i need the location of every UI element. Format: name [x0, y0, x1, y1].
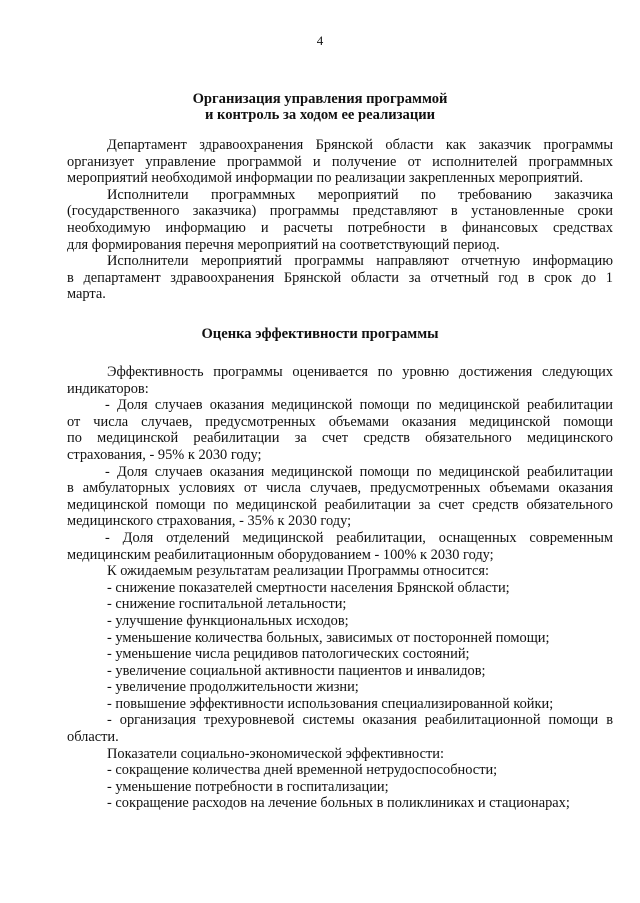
text-line: (государственного заказчика) программы представляют в установленные сроки [67, 203, 613, 220]
evaluation-paragraphs [67, 364, 613, 812]
title-line-1: Организация управления программой [192, 91, 448, 107]
list-item: - улучшение функциональных исходов; [107, 612, 349, 629]
list-item: - сокращение расходов на лечение больных в поликлиниках и стационарах; [107, 795, 570, 812]
text-line: медицинской помощи по медицинской реабилитации за счет средств обязательного [67, 496, 613, 513]
list-item: - сокращение количества дней временной нетрудоспособности; [107, 762, 498, 779]
text-line: медицинского страхования, - 35% к 2030 году; [67, 513, 352, 530]
list-item: - уменьшение числа рецидивов патологических состояний; [107, 646, 470, 663]
list-item: - снижение показателей смертности населения Брянской области; [107, 579, 510, 596]
list-item: - повышение эффективности использования специализированной койки; [107, 695, 554, 712]
text-line: - Доля случаев оказания медицинской помощи по медицинской реабилитации [105, 397, 613, 414]
text-line: К ожидаемым результатам реализации Программы относится: [107, 563, 489, 580]
section-title-evaluation: Оценка эффективности программы [201, 326, 439, 342]
text-line: Департамент здравоохранения Брянской области как заказчик программы [107, 137, 613, 153]
list-item: - увеличение продолжительности жизни; [107, 679, 359, 696]
text-line: организует управление программой и получение от исполнителей программных [67, 153, 613, 170]
text-line: для формирования перечня мероприятий на соответствующий период. [67, 236, 500, 253]
text-line: медицинским реабилитационным оборудованием - 100% к 2030 году; [67, 546, 494, 563]
text-line: области. [67, 729, 119, 746]
text-line: - Доля случаев оказания медицинской помощи по медицинской реабилитации [105, 463, 613, 480]
text-line: индикаторов: [67, 380, 149, 397]
text-line: в амбулаторных условиях от числа случаев, предусмотренных объемами оказания [67, 480, 613, 497]
section-title-management [0, 91, 640, 123]
text-line: Показатели социально-экономической эффективности: [107, 745, 444, 762]
list-item: - организация трехуровневой системы оказания реабилитационной помощи в [107, 712, 613, 729]
list-item: - уменьшение потребности в госпитализации; [107, 778, 389, 795]
text-line: в департамент здравоохранения Брянской области за отчетный год в срок до 1 [67, 269, 613, 286]
management-paragraphs [67, 137, 613, 303]
text-line: мероприятий необходимой информации по реализации закрепленных мероприятий. [67, 170, 584, 187]
list-item: - снижение госпитальной летальности; [107, 596, 347, 613]
text-line: марта. [67, 286, 106, 303]
text-line: страхования, - 95% к 2030 году; [67, 446, 262, 463]
text-line: Исполнители мероприятий программы направляют отчетную информацию [107, 253, 613, 270]
text-line: Исполнители программных мероприятий по требованию заказчика [107, 186, 613, 203]
title-line-2: и контроль за ходом ее реализации [204, 107, 436, 123]
list-item: - уменьшение количества больных, зависимых от посторонней помощи; [107, 629, 550, 646]
text-line: Эффективность программы оценивается по уровню достижения следующих [107, 364, 613, 380]
page-number: 4 [316, 33, 324, 48]
text-line: от числа случаев, предусмотренных объемами оказания медицинской помощи [67, 413, 613, 430]
text-line: - Доля отделений медицинской реабилитации, оснащенных современным [105, 529, 613, 546]
text-line: необходимую информацию и расчеты потребности в финансовых средствах [67, 219, 613, 236]
list-item: - увеличение социальной активности пациентов и инвалидов; [107, 662, 486, 679]
text-line: по медицинской реабилитации за счет средств обязательного медицинского [67, 430, 613, 447]
